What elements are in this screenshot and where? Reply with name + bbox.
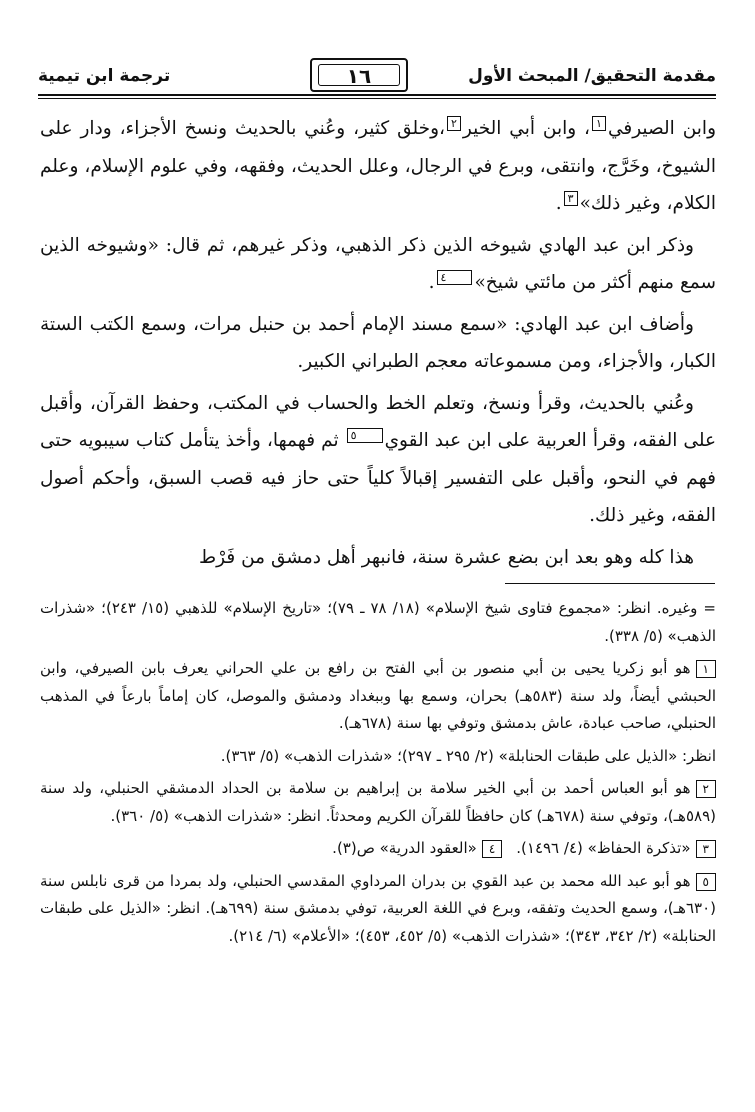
chapter-title: مقدمة التحقيق/ المبحث الأول	[468, 66, 716, 86]
main-text	[40, 110, 716, 576]
footnote-number-5: ٥	[696, 873, 716, 891]
footnote-2: ٢هو أبو العباس أحمد بن أبي الخير سلامة بن إبراهيم بن سلامة بن الحداد الدمشقي الحنبلي، ولد سنة (٥٨٩هـ)، وتوفي سنة (٦٧٨هـ) كان حافظاً للقرآن الكريم ومحدثاً. انظر: «شذرات الذهب» (٥/ ٣٦٠).	[40, 779, 716, 825]
page-number: ١٦	[346, 64, 372, 88]
footnotes	[40, 595, 716, 955]
footnote-1: ١هو أبو زكريا يحيى بن أبي منصور بن أبي الفتح بن رافع بن علي الحراني يعرف بابن الصيرفي، وابن الحبشي أيضاً، ولد سنة (٥٨٣هـ) بحران، وسمع بها وببغداد ودمشق والموصل، كان إماماً بارعاً في المذهب الحنبلي، صاحب عبادة، عاش بدمشق وتوفي بها سنة (٦٧٨هـ).	[40, 659, 716, 732]
footnote-number-1: ١	[696, 660, 716, 678]
running-header	[38, 56, 716, 96]
footnote-ref-1[interactable]: ١	[592, 116, 606, 131]
footnote-ref-3[interactable]: ٣	[564, 191, 578, 206]
paragraph-2: وذكر ابن عبد الهادي شيوخه الذين ذكر الذهبي، وذكر غيرهم، ثم قال: «وشيوخه الذين سمع منهم أكثر من مائتي شيخ»٤.	[40, 234, 716, 293]
page-number-frame	[310, 58, 408, 92]
footnote-1-reference: انظر: «الذيل على طبقات الحنابلة» (٢/ ٢٩٥ ـ ٢٩٧)؛ «شذرات الذهب» (٥/ ٣٦٣).	[220, 746, 716, 765]
paragraph-4: وعُني بالحديث، وقرأ ونسخ، وتعلم الخط والحساب في المكتب، وحفظ القرآن، وأقبل على الفقه، وقرأ العربية على ابن عبد القوي٥ ثم فهمها، وأخذ يتأمل كتاب سيبويه حتى فهم في النحو، وأقبل على التفسير إقبالاً كلياً حتى حاز فيه قصب السبق، وأحكم أصول الفقه، وغير ذلك.	[40, 392, 716, 526]
footnote-ref-2[interactable]: ٢	[447, 116, 461, 131]
paragraph-3: وأضاف ابن عبد الهادي: «سمع مسند الإمام أحمد بن حنبل مرات، وسمع الكتب الستة الكبار، والأجزاء، ومن مسموعاته معجم الطبراني الكبير.	[40, 313, 716, 372]
section-title: ترجمة ابن تيمية	[38, 66, 171, 86]
footnote-3-4: ٣«تذكرة الحفاظ» (٤/ ١٤٩٦).٤«العقود الدرية» ص(٣).	[40, 835, 716, 863]
footnote-divider	[505, 583, 715, 584]
header-rule	[38, 94, 716, 96]
paragraph-5: هذا كله وهو بعد ابن بضع عشرة سنة، فانبهر أهل دمشق من فَرْط	[199, 546, 694, 568]
footnote-number-3: ٣	[696, 840, 716, 858]
footnote-ref-5[interactable]: ٥	[347, 428, 383, 443]
footnote-ref-4[interactable]: ٤	[437, 270, 473, 285]
footnote-number-4: ٤	[482, 840, 502, 858]
footnote-number-2: ٢	[696, 780, 716, 798]
header-rule-thin	[38, 98, 716, 99]
paragraph-1: وابن الصيرفي١، وابن أبي الخير٢،وخلق كثير، وعُني بالحديث ونسخ الأجزاء، ودار على الشيوخ، وخَرَّج، وانتقى، وبرع في الرجال، وعلل الحديث، وفقهه، وفي علوم الإسلام، وعلم الكلام، وغير ذلك»٣.	[40, 116, 717, 214]
footnote-continuation: = وغيره. انظر: «مجموع فتاوى شيخ الإسلام» (١٨/ ٧٨ ـ ٧٩)؛ «تاريخ الإسلام» للذهبي (١٥/ ٢٤٣)؛ «شذرات الذهب» (٥/ ٣٣٨).	[40, 599, 717, 645]
footnote-5: ٥هو أبو عبد الله محمد بن عبد القوي بن بدران المرداوي المقدسي الحنبلي، ولد بمردا من قرى نابلس سنة (٦٣٠هـ)، وسمع الحديث وتفقه، وبرع في اللغة العربية، توفي بدمشق سنة (٦٩٩هـ). انظر: «الذيل على طبقات الحنابلة» (٢/ ٣٤٢، ٣٤٣)؛ «شذرات الذهب» (٥/ ٤٥٢، ٤٥٣)؛ «الأعلام» (٦/ ٢١٤).	[40, 871, 716, 945]
